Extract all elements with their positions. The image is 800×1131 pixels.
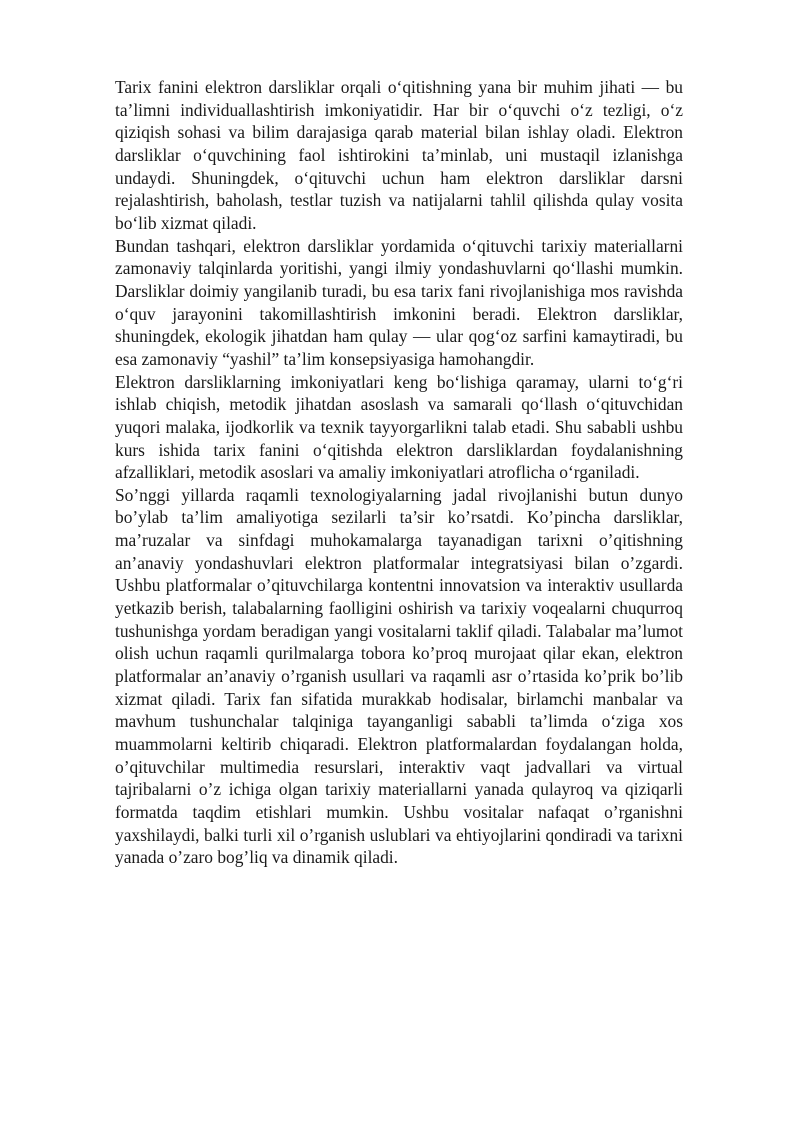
paragraph-2: Bundan tashqari, elektron darsliklar yordamida o‘qituvchi tarixiy materiallarni zamonaviy talqinlarda yoritishi, yangi ilmiy yondashuvlarni qo‘llashi mumkin. Darsliklar doimiy yangilanib turadi, bu esa tarix fani rivojlanishiga mos ravishda o‘quv jarayonini takomillashtirish imkonini beradi. Elektron darsliklar, shuningdek, ekologik jihatdan ham qulay — ular qog‘oz sarfini kamaytiradi, bu esa zamonaviy “yashil” ta’lim konsepsiyasiga hamohangdir.: [115, 235, 683, 369]
document-body: [115, 76, 683, 869]
paragraph-1: Tarix fanini elektron darsliklar orqali o‘qitishning yana bir muhim jihati — bu ta’limni individuallashtirish imkoniyatidir. Har bir o‘quvchi o‘z tezligi, o‘z qiziqish sohasi va bilim darajasiga qarab material bilan ishlay oladi. Elektron darsliklar o‘quvchining faol ishtirokini ta’minlab, uni mustaqil izlanishga undaydi. Shuningdek, o‘qituvchi uchun ham elektron darsliklar darsni rejalashtirish, baholash, testlar tuzish va natijalarni tahlil qilishda qulay vosita bo‘lib xizmat qiladi.: [115, 77, 683, 233]
paragraph-3: Elektron darsliklarning imkoniyatlari keng bo‘lishiga qaramay, ularni to‘g‘ri ishlab chiqish, metodik jihatdan asoslash va samarali qo‘llash o‘qituvchidan yuqori malaka, ijodkorlik va texnik tayyorgarlikni talab etadi. Shu sababli ushbu kurs ishida tarix fanini o‘qitishda elektron darsliklardan foydalanishning afzalliklari, metodik asoslari va amaliy imkoniyatlari atroflicha o‘rganiladi.: [115, 371, 683, 483]
paragraph-4: So’nggi yillarda raqamli texnologiyalarning jadal rivojlanishi butun dunyo bo’ylab ta’lim amaliyotiga sezilarli ta’sir ko’rsatdi. Ko’pincha darsliklar, ma’ruzalar va sinfdagi muhokamalarga tayanadigan tarixni o’qitishning an’anaviy yondashuvlari elektron platformalar integratsiyasi bilan o’zgardi. Ushbu platformalar o’qituvchilarga kontentni innovatsion va interaktiv usullarda yetkazib berish, talabalarning faolligini oshirish va tarixiy voqealarni chuqurroq tushunishga yordam beradigan yangi vositalarni taklif qiladi. Talabalar ma’lumot olish uchun raqamli qurilmalarga tobora ko’proq murojaat qilar ekan, elektron platformalar an’anaviy o’rganish usullari va raqamli asr o’rtasida ko’prik bo’lib xizmat qiladi. Tarix fan sifatida murakkab hodisalar, birlamchi manbalar va mavhum tushunchalar talqiniga tayanganligi sababli ta’limda o‘ziga xos muammolarni keltirib chiqaradi. Elektron platformalardan foydalangan holda, o’qituvchilar multimedia resurslari, interaktiv vaqt jadvallari va virtual tajribalarni o’z ichiga olgan tarixiy materiallarni yanada qulayroq va qiziqarli formatda taqdim etishlari mumkin. Ushbu vositalar nafaqat o’rganishni yaxshilaydi, balki turli xil o’rganish uslublari va ehtiyojlarini qondiradi va tarixni yanada o’zaro bog’liq va dinamik qiladi.: [115, 484, 683, 868]
